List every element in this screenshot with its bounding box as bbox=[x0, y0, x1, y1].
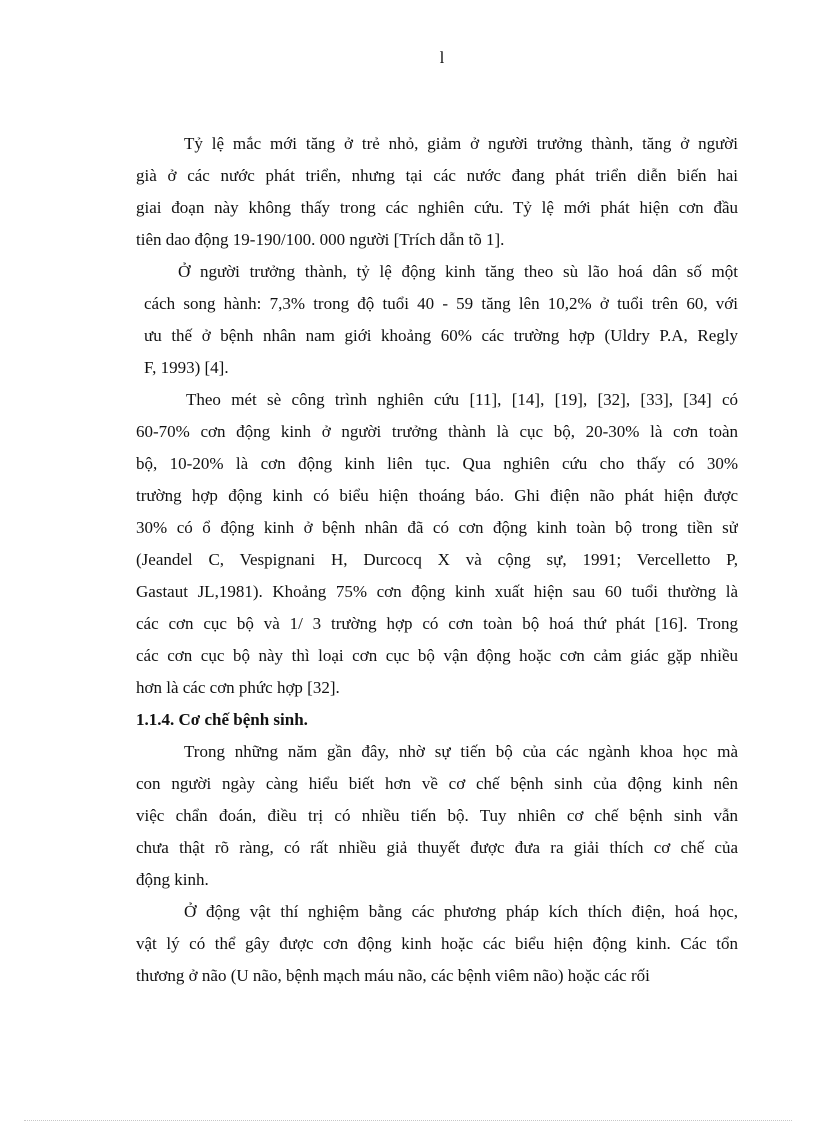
text-line: Theo mét sè công trình nghiên cứu [11], [14], [19], [32], [33], [34] có bbox=[186, 390, 738, 409]
text-line: Ở người trưởng thành, tỷ lệ động kinh tăng theo sù lão hoá dân số một bbox=[178, 262, 738, 281]
section-heading: 1.1.4. Cơ chế bệnh sinh. bbox=[136, 710, 308, 729]
text-line: giai đoạn này không thấy trong các nghiên cứu. Tỷ lệ mới phát hiện cơn đầu bbox=[136, 198, 738, 217]
text-line: chưa thật rõ ràng, có rất nhiều giả thuyết được đưa ra giải thích cơ chế của bbox=[136, 838, 738, 857]
page-bottom-rule bbox=[24, 1120, 792, 1121]
text-line: vật lý có thể gây được cơn động kinh hoặc các biểu hiện động kinh. Các tổn bbox=[136, 934, 738, 953]
text-line: già ở các nước phát triển, nhưng tại các nước đang phát triển diễn biến hai bbox=[136, 166, 738, 185]
text-line: trường hợp động kinh có biểu hiện thoáng báo. Ghi điện não phát hiện được bbox=[136, 486, 738, 505]
document-body bbox=[136, 128, 738, 992]
text-line: bộ, 10-20% là cơn động kinh liên tục. Qua nghiên cứu cho thấy có 30% bbox=[136, 454, 738, 473]
text-line: tiên dao động 19-190/100. 000 người [Trích dẫn tõ 1]. bbox=[136, 230, 505, 249]
text-line: Gastaut JL,1981). Khoảng 75% cơn động kinh xuất hiện sau 60 tuổi thường là bbox=[136, 582, 738, 601]
text-line: 60-70% cơn động kinh ở người trưởng thành là cục bộ, 20-30% là cơn toàn bbox=[136, 422, 738, 441]
text-line: hơn là các cơn phức hợp [32]. bbox=[136, 678, 340, 697]
text-line: ưu thế ở bệnh nhân nam giới khoảng 60% các trường hợp (Uldry P.A, Regly bbox=[144, 326, 738, 345]
text-line: các cơn cục bộ này thì loại cơn cục bộ vận động hoặc cơn cảm giác gặp nhiều bbox=[136, 646, 738, 665]
text-line: (Jeandel C, Vespignani H, Durcocq X và cộng sự, 1991; Vercelletto P, bbox=[136, 550, 738, 569]
text-line: việc chẩn đoán, điều trị có nhiều tiến bộ. Tuy nhiên cơ chế bệnh sinh vẫn bbox=[136, 806, 738, 825]
text-line: thương ở não (U não, bệnh mạch máu não, các bệnh viêm não) hoặc các rối bbox=[136, 966, 650, 985]
text-line: Ở động vật thí nghiệm bằng các phương pháp kích thích điện, hoá học, bbox=[184, 902, 738, 921]
text-line: động kinh. bbox=[136, 870, 209, 889]
text-line: cách song hành: 7,3% trong độ tuổi 40 - 59 tăng lên 10,2% ở tuổi trên 60, với bbox=[144, 294, 738, 313]
text-line: con người ngày càng hiểu biết hơn về cơ chế bệnh sinh của động kinh nên bbox=[136, 774, 738, 793]
text-line: F, 1993) [4]. bbox=[144, 358, 229, 377]
text-line: 30% có ổ động kinh ở bệnh nhân đã có cơn động kinh toàn bộ trong tiền sử bbox=[136, 518, 738, 537]
text-line: các cơn cục bộ và 1/ 3 trường hợp có cơn toàn bộ hoá thứ phát [16]. Trong bbox=[136, 614, 738, 633]
text-line: Trong những năm gần đây, nhờ sự tiến bộ của các ngành khoa học mà bbox=[184, 742, 738, 761]
text-line: Tỷ lệ mắc mới tăng ở trẻ nhỏ, giảm ở người trưởng thành, tăng ở người bbox=[184, 134, 738, 153]
page-number: l bbox=[439, 48, 445, 67]
